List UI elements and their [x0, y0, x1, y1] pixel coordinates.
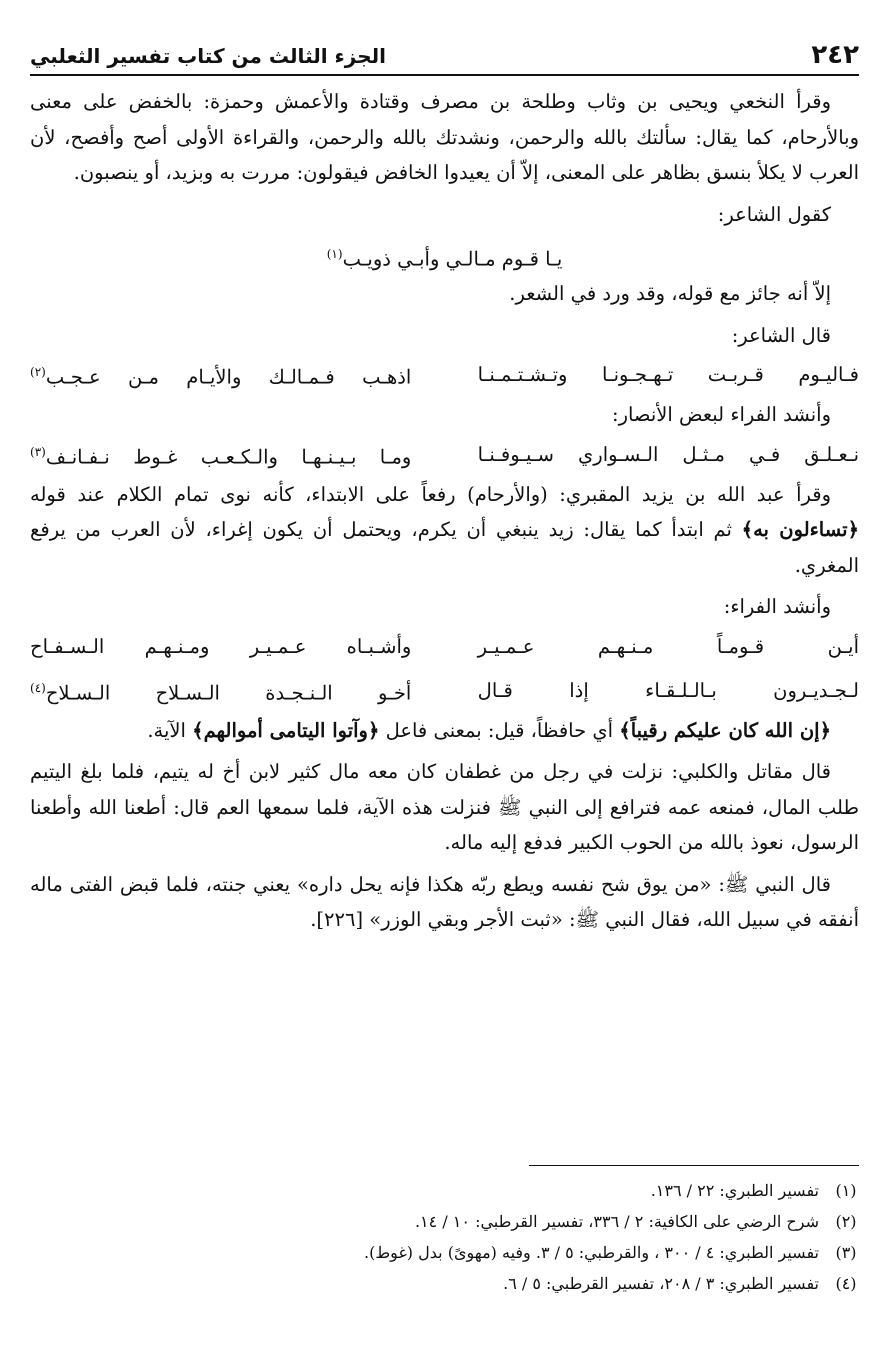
footnote-text: تفسير الطبري: ٣ / ٢٠٨، تفسير القرطبي: ٥ / ٦.	[503, 1274, 819, 1293]
paragraph-muqbiri-a: وقرأ عبد الله بن يزيد المقبري: (والأرحام) رفعاً على الابتداء، كأنه نوى تمام الكلام عند قوله	[30, 482, 831, 506]
verse-5-second-hemistich	[30, 671, 411, 711]
verse-2-second-text: اذهـب فـمـالـك والأيـام مـن عـجـب	[45, 365, 412, 389]
verse-3	[30, 433, 859, 477]
paragraph-muqatil: قال مقاتل والكلبي: نزلت في رجل من غطفان كان معه مال كثير لابن أخ له يتيم، فلما بلغ اليتيم طلب المال، فمنعه عمه فترافع إلى النبي ﷺ فنزلت هذه الآية، فلما سمعها العم قال: أطعنا الله وأطعنا الرسول، نعوذ بالله من الحوب الكبير فدفع إليه ماله.	[30, 760, 859, 854]
footnotes	[30, 1175, 859, 1299]
footnote-ref-4[interactable]: (٤)	[30, 680, 46, 695]
page-number: ٢٤٢	[811, 40, 859, 70]
footnote-text: تفسير الطبري: ٢٢ / ١٣٦.	[650, 1181, 819, 1200]
footnote-number: (٢)	[835, 1212, 857, 1231]
footnote-ref-1[interactable]: (١)	[326, 247, 343, 261]
running-title: الجزء الثالث من كتاب تفسير الثعلبي	[30, 44, 387, 68]
verse-2-first-hemistich: فـاليـوم قـربـت تـهـجـونـا وتـشـتـمـنـا	[477, 363, 859, 387]
verse-3-second-hemistich	[30, 435, 411, 475]
verse-5-second-text: أخـو الـنـجـدة الـسـلاح الـسـلاح	[45, 681, 412, 704]
paragraph-hadith: قال النبي ﷺ: «من يوق شح نفسه ويطع ربّه هكذا فإنه يحل داره» يعني جنته، فلما قبض الفتى ماله أنفقه في سبيل الله، فقال النبي ﷺ: «ثبت الأجر وبقي الوزر» [٢٢٦].	[30, 872, 859, 931]
paragraph-readings: وقرأ النخعي ويحيى بن وثاب وطلحة بن مصرف وقتادة والأعمش وحمزة: بالخفض على معنى وبالأرحام، كما يقال: سألتك بالله والرحمن، ونشدتك بالله والرحمن، والقراءة الأولى أصح وأفصح، لأن العرب لا يكلأ بنسق بظاهر على المعنى، إلاّ أن يعيدوا الخافض فيقولون: مررت به وبزيد، أو ينصبون.	[30, 90, 859, 184]
poet-intro-3: وأنشد الفراء لبعض الأنصار:	[612, 403, 831, 426]
footnote	[30, 1206, 859, 1237]
footnote-divider	[529, 1165, 859, 1166]
verse-5-first-hemistich: لـجـديـرون بـالـلـقـاء إذا قـال	[477, 678, 859, 702]
quran-quote-raqib: ﴿إن الله كان عليكم رقيباً﴾	[619, 718, 831, 742]
verse-3-first-hemistich: نـعـلـق فـي مـثـل الـسـواري سـيـوفـنـا	[477, 442, 859, 466]
verse-3-second-text: ومـا بـيـنـهـا والـكـعـب غـوط نـفـانـف	[45, 445, 412, 468]
verse-1-text: يـا قـوم مـالـي وأبـي ذويـب	[342, 247, 563, 271]
poet-intro-1: كقول الشاعر:	[717, 202, 831, 226]
verse-2	[30, 353, 859, 397]
verse-1	[30, 232, 859, 276]
verse-4-second-hemistich: وأشـبـاه عـمـيـر ومـنـهـم الـسـفـاح	[30, 634, 412, 658]
footnote-ref-3[interactable]: (٣)	[30, 444, 46, 459]
paragraph-raqib-end: الآية.	[147, 718, 186, 742]
footnote	[30, 1237, 859, 1268]
footnote-text: تفسير الطبري: ٤ / ٣٠٠ ، والقرطبي: ٥ / ٣. وفيه (مهوىً) بدل (غوط).	[364, 1243, 819, 1262]
paragraph-raqib-mid: أي حافظاً، قيل: بمعنى فاعل	[385, 718, 614, 742]
footnote-number: (٣)	[835, 1243, 857, 1262]
paragraph-permissible: إلاّ أنه جائز مع قوله، وقد ورد في الشعر.	[509, 282, 831, 305]
paragraph-muqbiri	[30, 477, 859, 584]
footnote-number: (١)	[835, 1181, 857, 1200]
paragraph-raqib	[30, 713, 859, 749]
verse-2-second-hemistich	[30, 355, 411, 395]
footnote-text: شرح الرضي على الكافية: ٢ / ٣٣٦، تفسير القرطبي: ١٠ / ١٤.	[414, 1212, 819, 1231]
footnote	[30, 1175, 859, 1206]
page-body	[30, 84, 859, 938]
poet-intro-4: وأنشد الفراء:	[723, 595, 831, 618]
footnote-ref-2[interactable]: (٢)	[30, 365, 46, 379]
verse-4-first-hemistich: أيـن قـومـاً مـنـهـم عـمـيـر	[477, 634, 859, 658]
quran-quote-yatama: ﴿وآتوا اليتامى أموالهم﴾	[192, 718, 380, 742]
verse-5	[30, 669, 859, 713]
footnote	[30, 1268, 859, 1299]
page-header	[30, 34, 859, 76]
verse-4	[30, 625, 859, 669]
poet-intro-2: قال الشاعر:	[731, 323, 831, 347]
quran-quote-tasaalun: ﴿تساءلون به﴾	[741, 518, 859, 541]
footnote-number: (٤)	[835, 1274, 857, 1293]
paragraph-muqbiri-b: ثم ابتدأ كما يقال: زيد ينبغي أن يكرم، ويحتمل أن يكون إغراء، لأن العرب من يرفع المغري.	[30, 518, 859, 577]
